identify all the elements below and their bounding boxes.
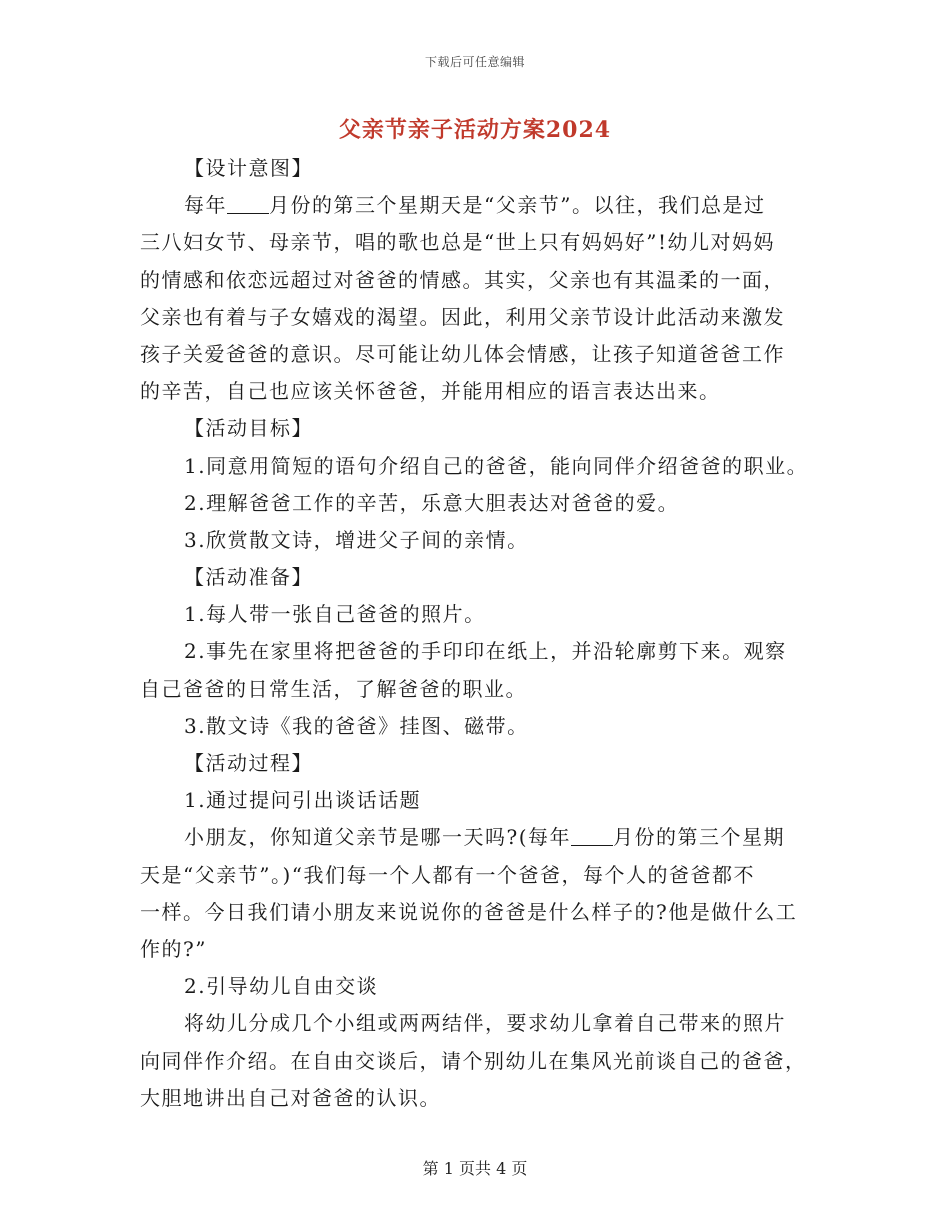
list-item: 3.散文诗《我的爸爸》挂图、磁带。 [184,713,529,738]
list-item: 1.通过提问引出谈话话题 [184,788,422,813]
list-item: 2.事先在家里将把爸爸的手印印在纸上，并沿轮廓剪下来。观察 [184,639,787,664]
paragraph-line: 一样。今日我们请小朋友来说说你的爸爸是什么样子的?他是做什么工 [140,899,798,924]
paragraph-line: 将幼儿分成几个小组或两两结伴，要求幼儿拿着自己带来的照片 [184,1011,786,1036]
list-item: 1.每人带一张自己爸爸的照片。 [184,602,486,627]
fill-in-blank [571,825,613,846]
paragraph-line: 的辛苦，自己也应该关怀爸爸，并能用相应的语言表达出来。 [140,379,721,404]
text-segment: 月份的第三个星期 [613,825,786,850]
paragraph-line: 三八妇女节、母亲节，唱的歌也总是“世上只有妈妈好”!幼儿对妈妈 [140,230,775,255]
paragraph-line: 作的?” [140,936,207,961]
list-item: 2.理解爸爸工作的辛苦，乐意大胆表达对爸爸的爱。 [184,490,680,515]
text-segment: 小朋友，你知道父亲节是哪一天吗?(每年 [184,825,572,850]
paragraph-line: 大胆地讲出自己对爸爸的认识。 [140,1085,441,1110]
paragraph-line: 的情感和依恋远超过对爸爸的情感。其实，父亲也有其温柔的一面， [140,267,785,292]
paragraph-line: 天是“父亲节”。)“我们每一个人都有一个爸爸，每个人的爸爸都不 [140,862,755,887]
page-footer: 第 1 页共 4 页 [422,1159,528,1178]
list-item: 2.引导幼儿自由交谈 [184,974,379,999]
paragraph-line [140,187,812,224]
section-heading-design-intent: 【设计意图】 [184,156,313,180]
paragraph-line: 父亲也有着与子女嬉戏的渴望。因此，利用父亲节设计此活动来激发 [140,304,785,329]
fill-in-blank [227,193,269,214]
section-heading-activity-process: 【活动过程】 [184,751,313,775]
text-segment: 月份的第三个星期天是“父亲节”。以往，我们总是过 [269,193,766,218]
list-item: 3.欣赏散文诗，增进父子间的亲情。 [184,527,529,552]
document-title: 父亲节亲子活动方案2024 [338,117,612,143]
document-body [140,150,812,1117]
paragraph-line [140,819,812,856]
paragraph-line: 自己爸爸的日常生活，了解爸爸的职业。 [140,676,527,701]
section-heading-activity-prep: 【活动准备】 [184,565,313,590]
paragraph-line: 向同伴作介绍。在自由交谈后，请个别幼儿在集风光前谈自己的爸爸， [140,1048,807,1073]
page-header: 下载后可任意编辑 [424,55,525,69]
list-item: 1.同意用简短的语句介绍自己的爸爸，能向同伴介绍爸爸的职业。 [184,453,809,478]
section-heading-activity-goals: 【活动目标】 [184,416,313,441]
paragraph-line: 孩子关爱爸爸的意识。尽可能让幼儿体会情感，让孩子知道爸爸工作 [140,341,785,366]
text-segment: 每年 [184,193,227,218]
